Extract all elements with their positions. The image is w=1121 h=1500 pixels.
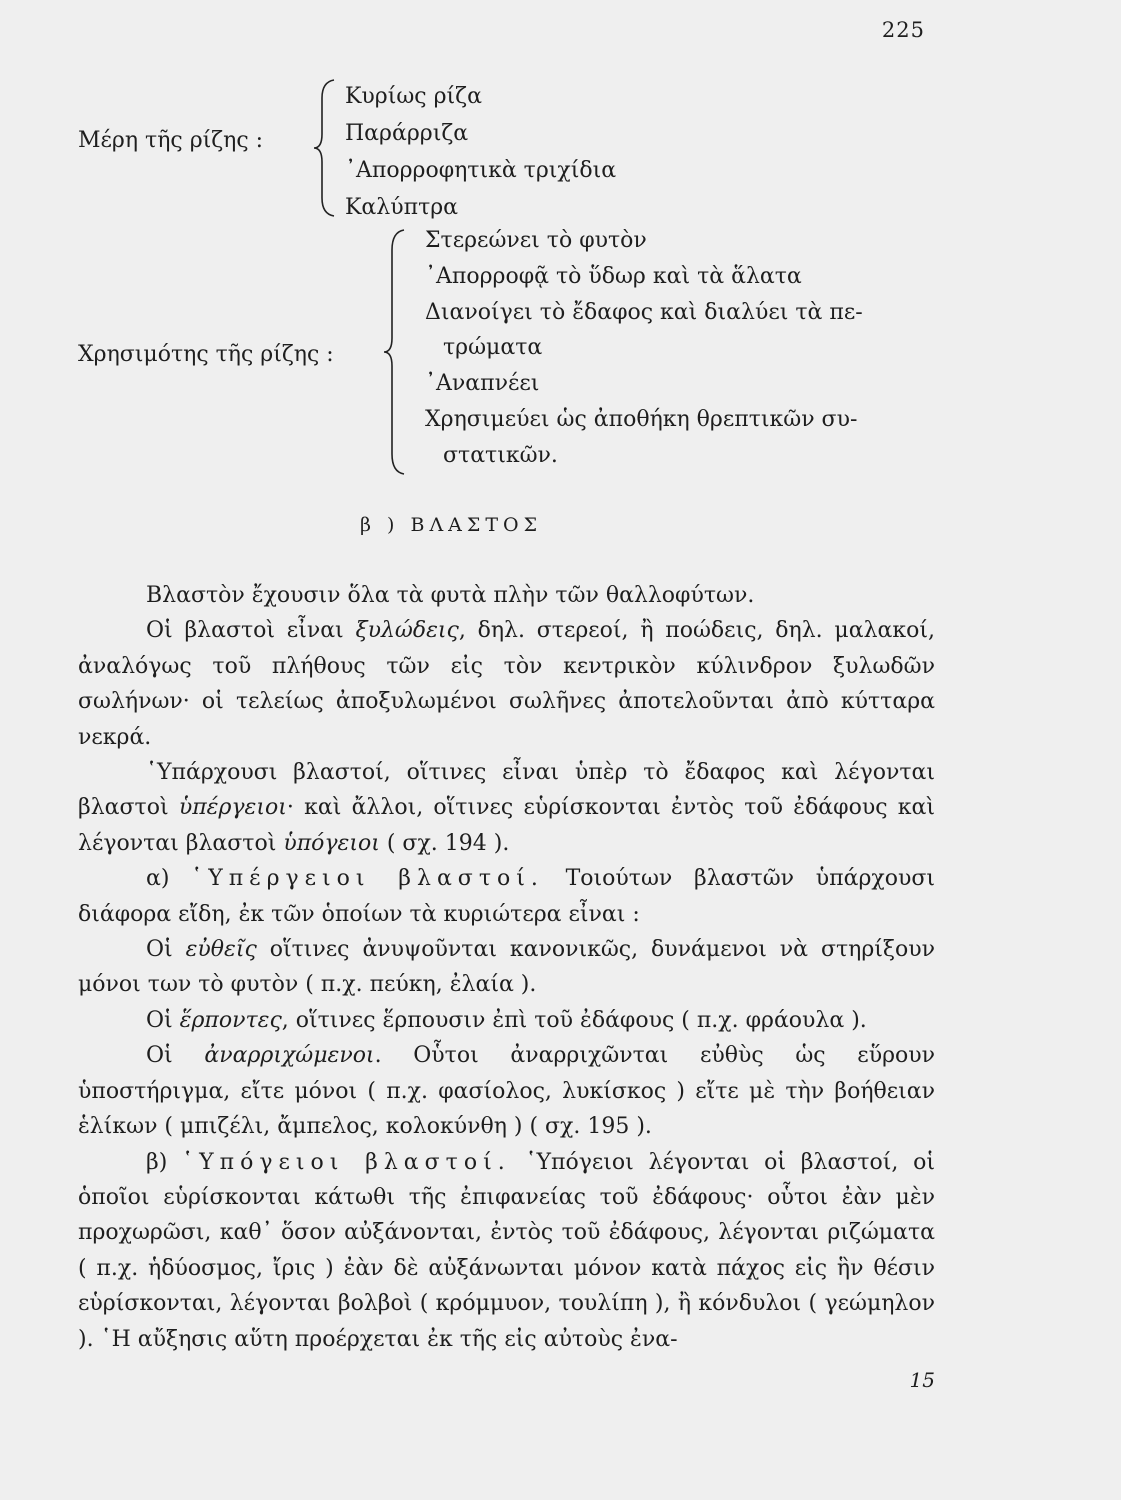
paragraph — [78, 861, 935, 932]
text-segment: ῾Υπόγειοι λέγονται οἱ βλαστοί, οἱ ὁποῖοι εὑρίσκονται κάτωθι τῆς ἐπιφανείας τοῦ ἐδάφους· οὗτοι ἐὰν μὲν προχωρῶσι, καθ᾿ ὅσον αὐξάνονται, ἐντὸς τοῦ ἐδάφους, λέγονται ριζώματα ( π.χ. ἡδύοσμος, ἴρις ) ἐὰν δὲ αὐξάνωνται μόνον κατὰ πάχος εἰς ἣν θέσιν εὑρίσκονται, λέγονται βολβοὶ ( κρόμμυον, τουλίπη ), ἢ κόνδυλοι ( γεώμηλον ). ῾Η αὔξησις αὕτη προέρχεται ἐκ τῆς εἰς αὐτοὺς ἐνα- — [78, 1149, 936, 1352]
roots-use-item: Στερεώνει τὸ φυτὸν — [425, 228, 647, 253]
text-segment: ( σχ. 194 ). — [379, 830, 510, 856]
text-segment: Οἱ — [146, 937, 186, 963]
roots-part-item: Καλύπτρα — [345, 195, 459, 220]
text-segment: β) — [146, 1149, 183, 1175]
italic-term: ξυλώδεις — [355, 618, 459, 644]
section-heading: β ) ΒΛΑΣΤΟΣ — [360, 514, 542, 536]
spaced-heading: ῾Υπόγειοι βλαστοί. — [182, 1149, 511, 1175]
italic-term: ὑπόγειοι — [283, 830, 380, 856]
paragraph — [78, 578, 935, 613]
roots-use-item: στατικῶν. — [443, 442, 558, 468]
text-segment: ῾Υπάρχουσι βλαστοί, οἵτινες εἶναι ὑπὲρ τὸ ἔδαφος καὶ λέγονται βλαστοὶ — [78, 760, 935, 821]
footer-number: 15 — [909, 1368, 935, 1392]
text-segment: Βλαστὸν ἔχουσιν ὅλα τὰ φυτὰ πλὴν τῶν θαλλοφύτων. — [146, 583, 755, 608]
italic-term: ἀναρριχώμενοι — [204, 1043, 375, 1069]
text-segment: Οἱ — [146, 1007, 180, 1033]
text-segment: . Οὗτοι ἀναρριχῶνται εὐθὺς ὡς εὕρουν ὑποστήριγμα, εἴτε μόνοι ( π.χ. φασίολος, λυκίσκος ) εἴτε μὲ τὴν βοήθειαν ἑλίκων ( μπιζέλι, ἄμπελος, κολοκύνθη ) ( σχ. 195 ). — [78, 1043, 935, 1140]
paragraph — [78, 755, 935, 861]
roots-parts-label: Μέρη τῆς ρίζης : — [78, 128, 264, 153]
text-segment: οἵτινες ἀνυψοῦνται κανονικῶς, δυνάμενοι νὰ στηρίξουν μόνοι των τὸ φυτὸν ( π.χ. πεύκη, ἐλαία ). — [78, 937, 936, 998]
roots-use-item: Διανοίγει τὸ ἔδαφος καὶ διαλύει τὰ πε- — [425, 299, 863, 325]
body-text — [78, 578, 935, 1357]
text-segment: , οἵτινες ἕρπουσιν ἐπὶ τοῦ ἐδάφους ( π.χ. φράουλα ). — [281, 1007, 867, 1033]
roots-parts-brace — [310, 78, 340, 218]
text-segment: · καὶ ἄλλοι, οἵτινες εὑρίσκονται ἐντὸς τοῦ ἐδάφους καὶ λέγονται βλαστοὶ — [78, 795, 935, 856]
paragraph — [78, 1003, 935, 1038]
roots-part-item: Παράρριζα — [345, 121, 469, 146]
roots-part-item: Κυρίως ρίζα — [345, 84, 482, 109]
roots-use-item: ᾿Αναπνέει — [425, 371, 540, 397]
roots-uses-brace — [380, 228, 410, 476]
italic-term: ὑπέργειοι — [178, 795, 287, 821]
roots-uses-label: Χρησιμότης τῆς ρίζης : — [78, 342, 334, 367]
text-segment: , δηλ. στερεοί, ἢ ποώδεις, δηλ. μαλακοί, ἀναλόγως τοῦ πλήθους τῶν εἰς τὸν κεντρικὸν κύλινδρον ξυλωδῶν σωλήνων· οἱ τελείως ἀποξυλωμένοι σωλῆνες ἀποτελοῦνται ἀπὸ κύτταρα νεκρά. — [78, 618, 935, 750]
spaced-heading: ῾Υπέργειοι βλαστοί. — [191, 866, 544, 892]
text-segment: Τοιούτων βλαστῶν ὑπάρχουσι διάφορα εἴδη, ἐκ τῶν ὁποίων τὰ κυριώτερα εἶναι : — [78, 866, 935, 927]
roots-part-item: ᾿Απορροφητικὰ τριχίδια — [345, 158, 617, 183]
roots-use-item: τρώματα — [443, 335, 543, 361]
text-segment: α) — [146, 866, 192, 892]
paragraph — [78, 1038, 935, 1144]
paragraph — [78, 932, 935, 1003]
italic-term: εὐθεῖς — [185, 937, 257, 963]
italic-term: ἕρποντες — [179, 1007, 282, 1033]
roots-use-item: ᾿Απορροφᾷ τὸ ὕδωρ καὶ τὰ ἅλατα — [425, 263, 802, 289]
paragraph — [78, 1145, 935, 1357]
page-number: 225 — [881, 18, 925, 42]
text-segment: Οἱ βλαστοὶ εἶναι — [146, 618, 356, 644]
roots-use-item: Χρησιμεύει ὡς ἀποθήκη θρεπτικῶν συ- — [425, 407, 858, 432]
text-segment: Οἱ — [146, 1043, 205, 1069]
paragraph — [78, 613, 935, 755]
